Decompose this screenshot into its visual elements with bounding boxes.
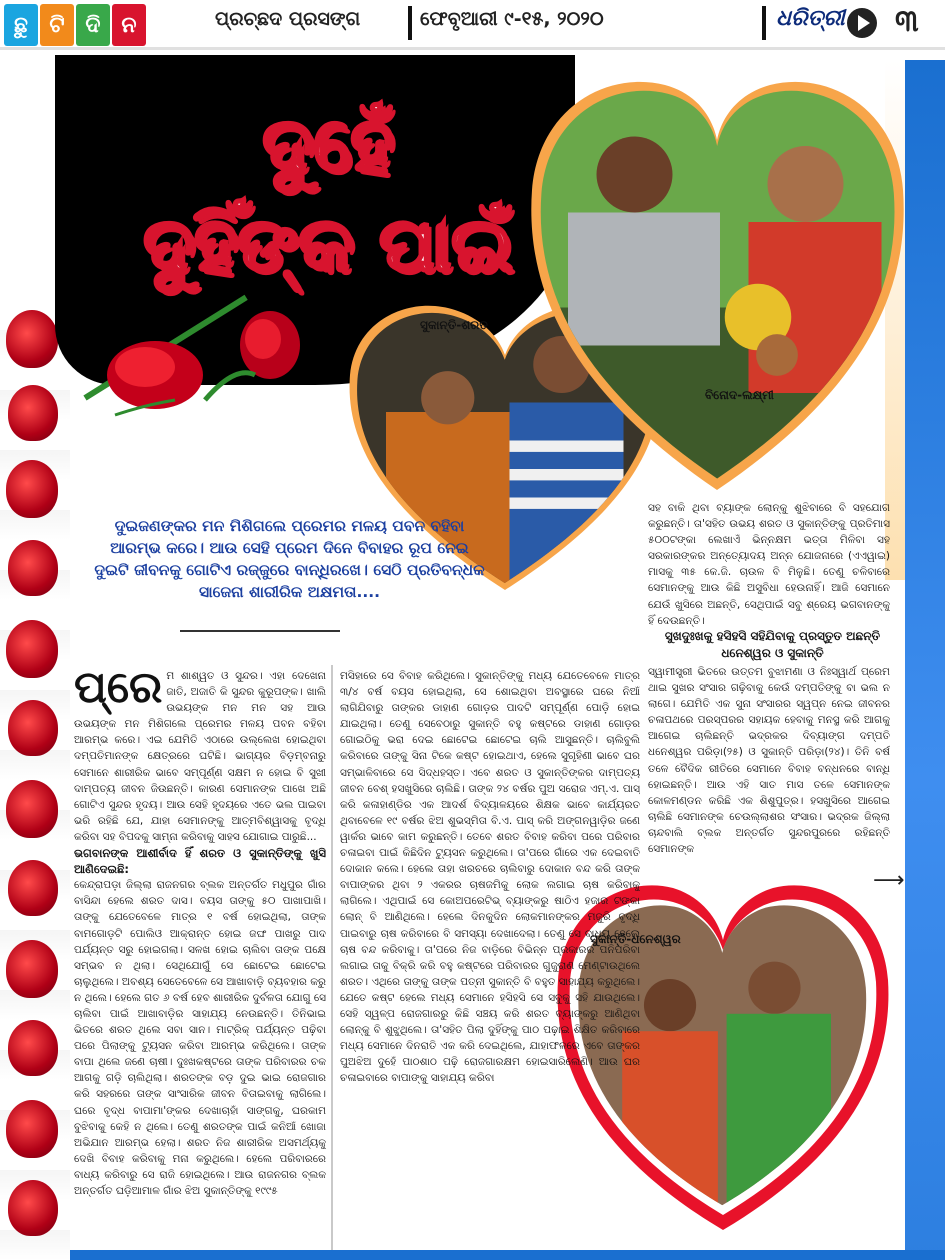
brand-letter: ନ	[112, 4, 146, 46]
rose-icon	[6, 620, 58, 678]
paragraph: କେନ୍ଦ୍ରାପଡ଼ା ଜିଲ୍ଲା ରାଜନଗର ବ୍ଲକ ଅନ୍ତର୍ଗତ ମଧୁପୁର ଗାଁର ବାସିନ୍ଦା ହେଲେ ଶରତ ଦାସ। ବୟସ ତାଙ୍କୁ ୫୦ ପାଖାପାଖି। ତାଙ୍କୁ ଯେତେବେଳେ ମାତ୍ର ୧ ବର୍ଷ ହୋଇଥିଲା, ତାଙ୍କ ବାମଗୋଡ଼ଟି ପୋଲିଓ ଆକ୍ରାନ୍ତ ହୋଇ ଜଙ୍ଘ ପାଖରୁ ପାଦ ପର୍ଯ୍ୟନ୍ତ ସରୁ ହୋଇଗଲା। ସଳଖ ହୋଇ ଚାଲିବା ତାଙ୍କ ପକ୍ଷେ ସମ୍ଭବ ନ ଥିଲା। ସେଥିଯୋଗୁଁ ସେ ଛୋଟେଇ ଛୋଟେଇ ଚାଲୁଥିଲେ। ଅବଶ୍ୟ ସେତେବେଳେ ସେ ଆଖାବାଡ଼ି ବ୍ୟବହାର କରୁ ନ ଥିଲେ। ହେଲେ ଗତ ୬ ବର୍ଷ ହେବ ଶାରୀରିକ ଦୁର୍ବଳତା ଯୋଗୁ ସେ ଚାଲିବା ପାଇଁ ଆଖାବାଡ଼ିର ସାହାଯ୍ୟ ନେଉଛନ୍ତି। ତିନିଭାଇ ଭିତରେ ଶରତ ଥିଲେ ସବା ସାନ। ମାଟ୍ରିକ୍ ପର୍ଯ୍ୟନ୍ତ ପଢ଼ିବା ପରେ ପିଲାଙ୍କୁ ଟ୍ୟୁସନ କରିବା ଆରମ୍ଭ କରିଥିଲେ। ତାଙ୍କ ବାପା ଥିଲେ ଜଣେ ଚାଷୀ। ଦୁଃଖକଷ୍ଟରେ ତାଙ୍କ ପରିବାରର ଚକ ଆଗକୁ ଗଡ଼ି ଚାଲିଥିଲା। ଶରତଙ୍କ ବଡ଼ ଦୁଇ ଭାଇ ରୋଜଗାର କରି ସହରରେ ତାଙ୍କ ସାଂସାରିକ ଜୀବନ ବିତାଇବାକୁ ଲାଗିଲେ। ଘରେ ବୃଦ୍ଧ ବାପାମା'ଙ୍କର ଦେଖାଚାହାଁ ସାଙ୍ଗକୁ, ଘରକାମ ବୁଝିବାକୁ କେହି ନ ଥିଲେ। ତେଣୁ ଶରତଙ୍କ ପାଇଁ କନିଆଁ ଖୋଜା ଅଭିଯାନ ଆରମ୍ଭ ହେଲା। ଶରତ ନିଜ ଶାରୀରିକ ଅସମର୍ଥ୍ୟକୁ ଦେଖି ବିବାହ କରିବାକୁ ମନା କରୁଥିଲେ। ହେଲେ ପରିବାରରେ ବାଧ୍ୟ କରିବାରୁ ସେ ରାଜି ହୋଇଥିଲେ। ଆଉ ରାଜନଗର ବ୍ଲକ ଅନ୍ତର୍ଗତ ଘଡ଼ିଆମାଳ ଗାଁର ଝିଅ ସୁକାନ୍ତିଙ୍କୁ ୧୯୯୫	[74, 879, 326, 1197]
headline-line2: ଦୁହିଁଙ୍କ ପାଇଁ	[143, 202, 513, 288]
rose-icon	[6, 940, 58, 998]
article-intro: ଦୁଇଜଣଙ୍କର ମନ ମିଶିଗଲେ ପ୍ରେମର ମଳୟ ପବନ ବହିବା ଆରମ୍ଭ କରେ। ଆଉ ସେହି ପ୍ରେମ ଦିନେ ବିବାହର ରୂପ ନେଇ ଦୁଇଟି ଜୀବନକୁ ଗୋଟିଏ ରଜ୍ଜୁରେ ବାନ୍ଧିରଖେ। ସେଠି ପ୍ରତିବନ୍ଧକ ସାଜେନା ଶାରୀରିକ ଅକ୍ଷମତା....	[94, 517, 485, 601]
rose-icon	[6, 780, 58, 838]
issue-date: ଫେବୃଆରୀ ୯-୧୫, ୨୦୨୦	[420, 8, 604, 30]
continue-arrow-icon: ⟶	[873, 868, 905, 893]
paragraph: ସହ ବାକି ଥିବା ବ୍ୟାଙ୍କ ଲୋନ୍‌କୁ ଶୁଝିବାରେ ବି ସହଯୋଗ କରୁଛନ୍ତି। ତା'ସହିତ ଉଭୟ ଶରତ ଓ ସୁକାନ୍ତିଙ୍କୁ ପ୍ରତିମାସ ୫୦୦ଟଙ୍କା ଲେଖାଏଁ ଭିନ୍ନକ୍ଷମ ଭତ୍ତା ମିଳିବା ସହ ସରକାରଙ୍କର ଅନ୍ତ୍ୟୋଦୟ ଅନ୍ନ ଯୋଜନାରେ (ଏଏୱାଇ) ମାସକୁ ୩୫ କେ.ଜି. ଚାଉଳ ବି ମିଳୁଛି। ତେଣୁ ଚଳିବାରେ ସେମାନଙ୍କୁ ଆଉ କିଛି ଅସୁବିଧା ହେଉନାହିଁ। ଆଜି ସେମାନେ ଯେଉଁ ଖୁସିରେ ଅଛନ୍ତି, ସେଥିପାଇଁ ସବୁ ଶ୍ରେୟ ଭଗବାନଙ୍କୁ ହିଁ ଦେଉଛନ୍ତି।	[648, 502, 890, 627]
article-column-2	[340, 668, 640, 1248]
article-column-1	[74, 668, 326, 1248]
divider	[762, 6, 766, 40]
subheading: ଭଗବାନଙ୍କ ଆଶୀର୍ବାଦ ହିଁ ଶରତ ଓ ସୁକାନ୍ତିଙ୍କୁ ଖୁସି ଆଣିଦେଇଛି:	[74, 846, 326, 877]
page-header	[0, 0, 945, 50]
article-column-3-body	[648, 664, 890, 862]
headline	[88, 95, 568, 295]
drop-cap: ପ୍ରେ	[74, 668, 163, 713]
brand-letter: ଟି	[40, 4, 74, 46]
paragraph: ସ୍ୱାମୀସ୍ତ୍ରୀ ଭିତରେ ଉତ୍ତମ ବୁଝାମଣା ଓ ନିଃସ୍ୱାର୍ଥ ପ୍ରେମ ଥାଇ ସୁଖର ସଂସାର ଗଢ଼ିବାକୁ କେଉଁ ଦମ୍ପତିଙ୍କୁ ବା ଭଲ ନ ଲାଗେ। ଯେମିତି ଏକ ସୁନା ସଂସାରର ସ୍ୱପ୍ନ ନେଇ ଜୀବନର ଚଳାପଥରେ ପରସ୍ପରର ସହାୟକ ହେବାକୁ ମନସ୍ଥ କରି ଆଗକୁ ଆଗେଇ ଚାଲିଛନ୍ତି ଭଦ୍ରକର ଦିବ୍ୟାଙ୍ଗ ଦମ୍ପତି ଧନେଶ୍ୱର ପରିଡ଼ା(୨୫) ଓ ସୁକାନ୍ତି ପରିଡ଼ା(୨୪)। ତିନି ବର୍ଷ ତଳେ ବୈଦିକ ରୀତିରେ ସେମାନେ ବିବାହ ବନ୍ଧନରେ ବାନ୍ଧି ହୋଇଛନ୍ତି। ଆଉ ଏହି ସାତ ମାସ ତଳେ ସେମାନଙ୍କ କୋଳମଣ୍ଡନ କରିଛି ଏକ ଶିଶୁପୁତ୍ର। ହସଖୁସିରେ ଆଗେଇ ଚାଲିଛି ସେମାନଙ୍କ ଚେଉଲ୍ଲାଶର ସଂସାର। ଭଦ୍ରକ ଜିଲ୍ଲା ଚାନ୍ଦବାଲି ବ୍ଲକ ଅନ୍ତର୍ଗତ ସୁନ୍ଦରପୁରରେ ରହିଛନ୍ତି ସେମାନଙ୍କ	[648, 666, 890, 856]
page-number: ୩	[895, 4, 919, 39]
brand-chhutidina	[4, 4, 146, 46]
brand-letter: ଛୁ	[4, 4, 38, 46]
newspaper-logo: ଧରିତ୍ରୀ	[776, 6, 845, 31]
rose-icon	[8, 860, 58, 916]
couple-photo-binod-laxmi	[520, 60, 915, 510]
brand-letter: ଦି	[76, 4, 110, 46]
section-title: ପ୍ରଚ୍ଛଦ ପ୍ରସଙ୍ଗ	[215, 8, 361, 30]
decor-bottom-bar	[0, 1250, 945, 1260]
rose-icon	[6, 460, 58, 518]
photo-caption: ବିନୋଦ-ଲକ୍ଷ୍ମୀ	[705, 388, 774, 402]
play-icon	[847, 8, 877, 38]
rose-icon	[6, 1100, 58, 1158]
subheading: ସୁଖଦୁଃଖକୁ ହସିହସି ସହିଯିବାକୁ ପ୍ରସ୍ତୁତ ଅଛନ୍ତି ଧନେଶ୍ୱର ଓ ସୁକାନ୍ତି	[664, 629, 881, 660]
article-column-3-top	[648, 500, 890, 628]
rose-icon	[8, 540, 58, 596]
rose-icon	[8, 1020, 58, 1076]
column-divider	[331, 665, 333, 1250]
photo-caption: ସୁକାନ୍ତି-ଶରତ	[420, 318, 488, 332]
divider	[180, 630, 340, 632]
rose-icon	[85, 305, 315, 485]
rose-icon	[8, 700, 58, 756]
rose-border	[0, 300, 70, 1260]
rose-icon	[8, 385, 58, 441]
paragraph: ମସିହାରେ ସେ ବିବାହ କରିଥିଲେ। ସୁକାନ୍ତିଙ୍କୁ ମଧ୍ୟ ଯେତେବେଳେ ମାତ୍ର ୩/୪ ବର୍ଷ ବୟସ ହୋଇଥିଲା, ସେ ଶୋଇଥିବା ଅବସ୍ଥାରେ ଘରେ ନିଆଁ ଲାଗିଯିବାରୁ ତାଙ୍କର ଡାହାଣ ଗୋଡ଼ର ପାଦଟି ସମ୍ପୂର୍ଣ୍ଣ ପୋଡ଼ି ହୋଇ ଯାଇଥିଲା। ତେଣୁ ସେବେଠାରୁ ସୁକାନ୍ତି ବହୁ କଷ୍ଟରେ ଡାହାଣ ଗୋଡ଼ର ଗୋଇଠିକୁ ଭରା ଦେଇ ଛୋଟେଇ ଛୋଟେଇ ଚାଲି ଆସୁଛନ୍ତି। ଚାଲିବୁଲି କରିବାରେ ତାଙ୍କୁ ସିନା ଟିକେ କଷ୍ଟ ହୋଇଥାଏ, ହେଲେ ସୁଗୃହିଣୀ ଭାବେ ଘର ସମ୍ଭାଳିବାରେ ସେ ସିଦ୍ଧହସ୍ତ। ଏବେ ଶରତ ଓ ସୁକାନ୍ତିଙ୍କର ଦାମ୍ପତ୍ୟ ଜୀବନ ବେଶ୍ ହସଖୁସିରେ ଚାଲିଛି। ତାଙ୍କ ୨୪ ବର୍ଷର ପୁଅ ସରୋଜ ଏମ୍.ଏ. ପାସ୍ କରି କଳାହାଣ୍ଡିର ଏକ ଆଦର୍ଶ ବିଦ୍ୟାଳୟରେ ଶିକ୍ଷକ ଭାବେ କାର୍ଯ୍ୟରତ ଥିବାବେଳେ ୧୯ ବର୍ଷର ଝିଅ ଶୁଭସ୍ମିତା ବି.ଏ. ପାସ୍ କରି ଅଙ୍ଗନୱାଡ଼ିର ଜଣେ ୱାର୍କର ଭାବେ କାମ କରୁଛନ୍ତି। ତେବେ ଶରତ ବିବାହ କରିବା ପରେ ପରିବାର ଚଳାଇବା ପାଇଁ କିଛିଦିନ ଟ୍ୟୁସନ କରୁଥିଲେ। ତା'ପରେ ଗାଁରେ ଏକ ଦେଇବାତି ଦୋକାନ କଲେ। ହେଲେ ତାହା ଖରଚରେ ଚାଲିବାରୁ ଦୋକାନ ବନ୍ଦ କରି ତାଙ୍କ ବାପାଙ୍କର ଥିବା ୨ ଏକରର ଚାଷଜମିକୁ ଲୋକ ଲଗାଇ ଚାଷ କରିବାକୁ ଲାଗିଲେ। ଏଥିପାଇଁ ସେ କୋଅପରେଟିଭ୍ ବ୍ୟାଙ୍କରୁ ଷାଠିଏ ହଜାର ଟଙ୍କା ଲୋନ୍ ବି ଆଣିଥିଲେ। ହେଲେ ଦିନକୁଦିନ ଲୋକମାନଙ୍କର ମଜୁରି ବୃଦ୍ଧି ପାଇବାରୁ ଚାଷ କରିବାରେ ବି ସମସ୍ୟା ଦେଖାଦେଲା। ତେଣୁ ସେ ବାଧ୍ୟ ହେଲେ ଚାଷ ବନ୍ଦ କରିବାକୁ। ତା'ପରେ ନିଜ ବାଡ଼ିରେ ବିଭିନ୍ନ ପ୍ରକାରର ପନିପରିବା ଲଗାଇ ତାକୁ ବିକ୍ରି କରି ବହୁ କଷ୍ଟରେ ପରିବାରର ଗୁଜୁରାଣ ମେଣ୍ଟାଉଥିଲେ ଶରତ। ଏଥିରେ ତାଙ୍କୁ ତାଙ୍କ ପତ୍ନୀ ସୁକାନ୍ତି ବି ବହୁତ ସାହାଯ୍ୟ କରୁଥିଲେ। ଯେତେ କଷ୍ଟ ହେଲେ ମଧ୍ୟ ସେମାନେ ହସିହସି ସେ ସବୁକୁ ସହି ଯାଉଥିଲେ। ସେହି ସ୍ୱଳ୍ପ ରୋଜଗାରରୁ କିଛି ସଞ୍ଚୟ କରି ଶରତ ବ୍ୟାଙ୍କରୁ ଆଣିଥିବା ଲୋନ୍‌କୁ ବି ଶୁଝୁଥିଲେ। ତା'ସହିତ ପିଲା ଦୁହିଁଙ୍କୁ ପାଠ ପଢ଼ାଇ ଶିକ୍ଷିତ କରିବାରେ ମଧ୍ୟ ସେମାନେ ଦିନରାତି ଏକ କରି ଦେଇଥିଲେ, ଯାହାଫଳରେ ଏବେ ତାଙ୍କର ପୁଅଝିଅ ଦୁହେଁ ପାଠଶାଠ ପଢ଼ି ରୋଜଗାରକ୍ଷମ ହୋଇସାରିଲେଣି। ଆଉ ଘର ଚଳାଇବାରେ ବାପାଙ୍କୁ ସାହାଯ୍ୟ କରିବା	[340, 670, 640, 1085]
headline-line1: ଦୁହେଁ	[262, 102, 394, 188]
divider	[408, 6, 412, 40]
photo-caption: ସୁକାନ୍ତି-ଧନେଶ୍ୱର	[590, 932, 681, 946]
paragraph: ମ ଶାଶ୍ୱତ ଓ ସୁନ୍ଦର। ଏହା ଦେଖେନା ଜାତି, ଅଜାତି କି ସୁନ୍ଦର କୁରୂପଙ୍କ। ଖାଲି ଉଭୟଙ୍କ ମନ ମନ ସହ ଆଉ ଉଭୟଙ୍କ ମନ ମିଶିଗଲେ ପ୍ରେମର ମଳୟ ପବନ ବହିବା ଆରମ୍ଭ କରେ। ଏଇ ଯେମିତି ଏଠାରେ ଉଲ୍ଲେଖ ହୋଇଥିବା ଦମ୍ପତିମାନଙ୍କ କ୍ଷେତ୍ରରେ ଘଟିଛି। ଭାଗ୍ୟର ବିଡ଼ମ୍ବନାରୁ ସେମାନେ ଶାରୀରିକ ଭାବେ ସମ୍ପୂର୍ଣ୍ଣ ସକ୍ଷମ ନ ହୋଇ ବି ସୁଖୀ ଦାମ୍ପତ୍ୟ ଜୀବନ ଜିଉଛନ୍ତି। କାରଣ ସେମାନଙ୍କ ପାଖେ ଅଛି ଗୋଟିଏ ସୁନ୍ଦର ହୃଦୟ। ଆଉ ସେହି ହୃଦୟରେ ଏତେ ଭଲ ପାଇବା ଭରି ରହିଛି ଯେ, ଯାହା ସେମାନଙ୍କୁ ଆତ୍ମବିଶ୍ୱାସକୁ ବୃଦ୍ଧି କରିବା ସହ ବିପଦକୁ ସାମ୍ନା କରିବାକୁ ସାହସ ଯୋଗାଇ ପାରୁଛି...	[74, 670, 326, 843]
rose-icon	[8, 1180, 58, 1236]
rose-icon	[6, 310, 58, 368]
